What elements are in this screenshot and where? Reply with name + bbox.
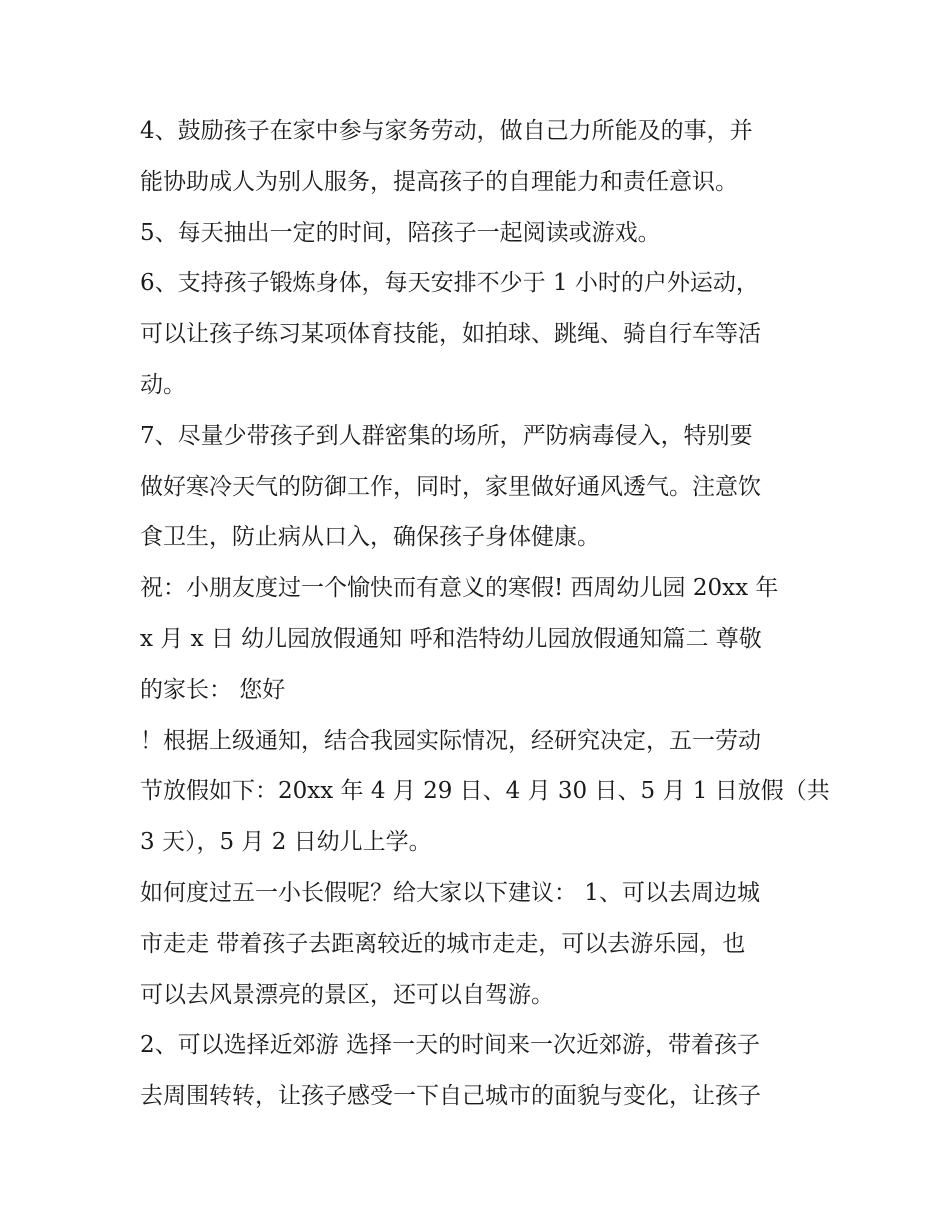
text-line: 节放假如下：20xx 年 4 月 29 日、4 月 30 日、5 月 1 日放假（共 — [140, 778, 830, 805]
text-line: 2、可以选择近郊游 选择一天的时间来一次近郊游，带着孩子 — [140, 1032, 760, 1059]
text-line: 如何度过五一小长假呢？给大家以下建议： 1、可以去周边城 — [140, 879, 760, 906]
text-line: 做好寒冷天气的防御工作，同时，家里做好通风透气。注意饮 — [140, 473, 761, 500]
text-line: 食卫生，防止病从口入，确保孩子身体健康。 — [140, 524, 600, 551]
text-line: 6、支持孩子锻炼身体，每天安排不少于 1 小时的户外运动， — [140, 270, 759, 297]
text-line: 去周围转转，让孩子感受一下自己城市的面貌与变化，让孩子 — [140, 1083, 761, 1110]
text-line: 7、尽量少带孩子到人群密集的场所，严防病毒侵入，特别要 — [140, 422, 753, 449]
document-body — [140, 106, 830, 1122]
text-line: 祝：小朋友度过一个愉快而有意义的寒假! 西周幼儿园 20xx 年 — [140, 575, 779, 602]
text-line: 市走走 带着孩子去距离较近的城市走走，可以去游乐园，也 — [140, 930, 746, 957]
text-line: 4、鼓励孩子在家中参与家务劳动，做自己力所能及的事，并 — [140, 118, 753, 144]
text-line: 能协助成人为别人服务，提高孩子的自理能力和责任意识。 — [140, 168, 738, 195]
text-line: x 月 x 日 幼儿园放假通知 呼和浩特幼儿园放假通知篇二 尊敬 — [140, 625, 762, 652]
text-line: 可以去风景漂亮的景区，还可以自驾游。 — [140, 981, 554, 1008]
text-line: 3 天），5 月 2 日幼儿上学。 — [140, 829, 432, 856]
text-line: ！根据上级通知，结合我园实际情况，经研究决定，五一劳动 — [140, 727, 761, 754]
text-line: 可以让孩子练习某项体育技能，如拍球、跳绳、骑自行车等活 — [140, 321, 761, 348]
text-line: 动。 — [140, 371, 186, 398]
text-line: 5、每天抽出一定的时间，陪孩子一起阅读或游戏。 — [140, 219, 661, 246]
text-line: 的家长： 您好 — [140, 676, 286, 703]
